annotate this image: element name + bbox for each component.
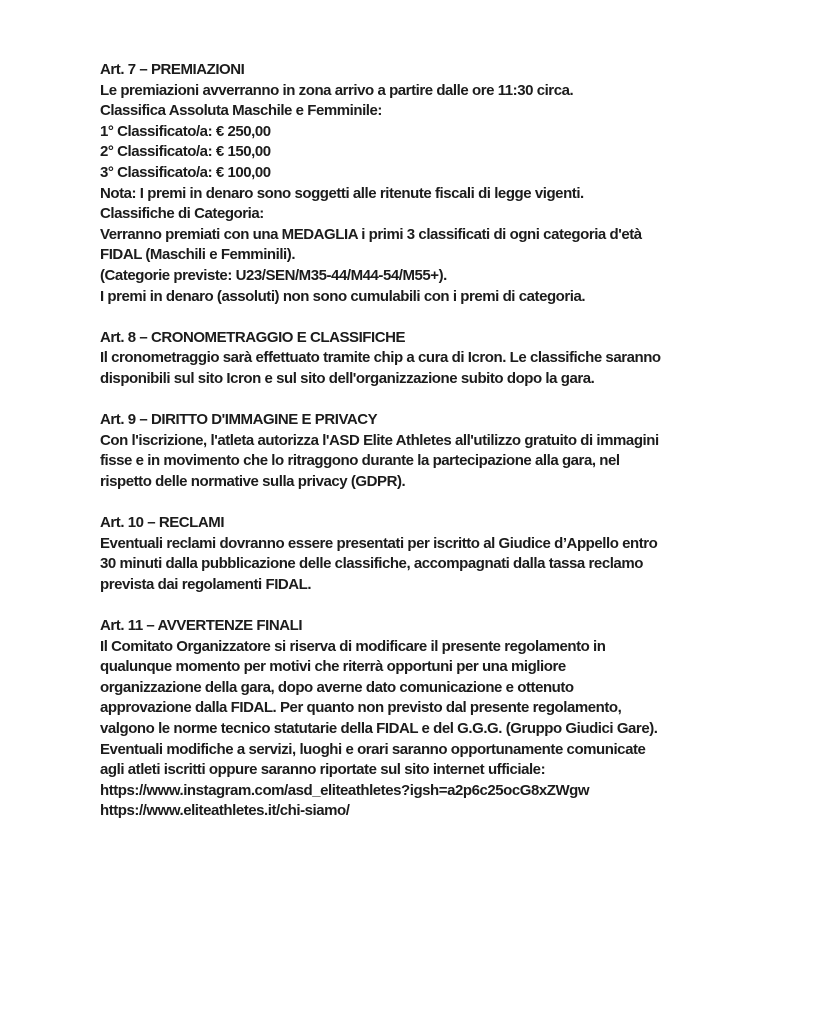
text-line: Il cronometraggio sarà effettuato tramite chip a cura di Icron. Le classifiche saranno [100, 349, 661, 367]
text-line: Classifica Assoluta Maschile e Femminile: [100, 102, 382, 120]
text-line: Con l'iscrizione, l'atleta autorizza l'ASD Elite Athletes all'utilizzo gratuito di immagini [100, 431, 659, 449]
article-section [100, 513, 740, 595]
text-line: Eventuali modifiche a servizi, luoghi e orari saranno opportunamente comunicate [100, 740, 646, 758]
text-line: prevista dai regolamenti FIDAL. [100, 575, 312, 593]
document-content [100, 60, 740, 822]
text-line: FIDAL (Maschili e Femminili). [100, 246, 296, 264]
text-line: Eventuali reclami dovranno essere presentati per iscritto al Giudice d’Appello entro [100, 534, 658, 552]
text-line: Nota: I premi in denaro sono soggetti alle ritenute fiscali di legge vigenti. [100, 184, 584, 202]
text-line: 3° Classificato/a: € 100,00 [100, 163, 271, 181]
text-line: qualunque momento per motivi che riterrà opportuni per una migliore [100, 658, 566, 676]
text-line: Verranno premiati con una MEDAGLIA i primi 3 classificati di ogni categoria d'età [100, 225, 642, 243]
article-heading: Art. 9 – DIRITTO D'IMMAGINE E PRIVACY [100, 411, 378, 429]
text-line: 1° Classificato/a: € 250,00 [100, 122, 271, 140]
url-text-line: https://www.eliteathletes.it/chi-siamo/ [100, 802, 350, 820]
text-line: (Categorie previste: U23/SEN/M35-44/M44-54/M55+). [100, 266, 447, 284]
article-heading: Art. 10 – RECLAMI [100, 514, 225, 532]
article-heading: Art. 7 – PREMIAZIONI [100, 61, 245, 78]
article-heading: Art. 8 – CRONOMETRAGGIO E CLASSIFICHE [100, 328, 406, 346]
article-section [100, 60, 740, 307]
text-line: I premi in denaro (assoluti) non sono cumulabili con i premi di categoria. [100, 287, 586, 305]
text-line: approvazione dalla FIDAL. Per quanto non previsto dal presente regolamento, [100, 699, 622, 717]
text-line: valgono le norme tecnico statutarie della FIDAL e del G.G.G. (Gruppo Giudici Gare). [100, 720, 658, 737]
text-line: organizzazione della gara, dopo averne dato comunicazione e ottenuto [100, 678, 574, 696]
text-line: fisse e in movimento che lo ritraggono durante la partecipazione alla gara, nel [100, 452, 620, 470]
text-line: 2° Classificato/a: € 150,00 [100, 143, 271, 161]
text-line: Classifiche di Categoria: [100, 205, 264, 223]
text-line: Le premiazioni avverranno in zona arrivo a partire dalle ore 11:30 circa. [100, 81, 574, 99]
article-heading: Art. 11 – AVVERTENZE FINALI [100, 617, 303, 635]
text-line: agli atleti iscritti oppure saranno riportate sul sito internet ufficiale: [100, 761, 546, 779]
text-line: 30 minuti dalla pubblicazione delle classifiche, accompagnati dalla tassa reclamo [100, 555, 643, 573]
article-section [100, 410, 740, 492]
text-line: Il Comitato Organizzatore si riserva di modificare il presente regolamento in [100, 637, 606, 655]
text-line: disponibili sul sito Icron e sul sito dell'organizzazione subito dopo la gara. [100, 369, 595, 387]
article-section [100, 616, 740, 822]
text-line: rispetto delle normative sulla privacy (GDPR). [100, 472, 406, 490]
url-text-line: https://www.instagram.com/asd_eliteathletes?igsh=a2p6c25ocG8xZWgw [100, 781, 590, 799]
article-section [100, 328, 740, 390]
